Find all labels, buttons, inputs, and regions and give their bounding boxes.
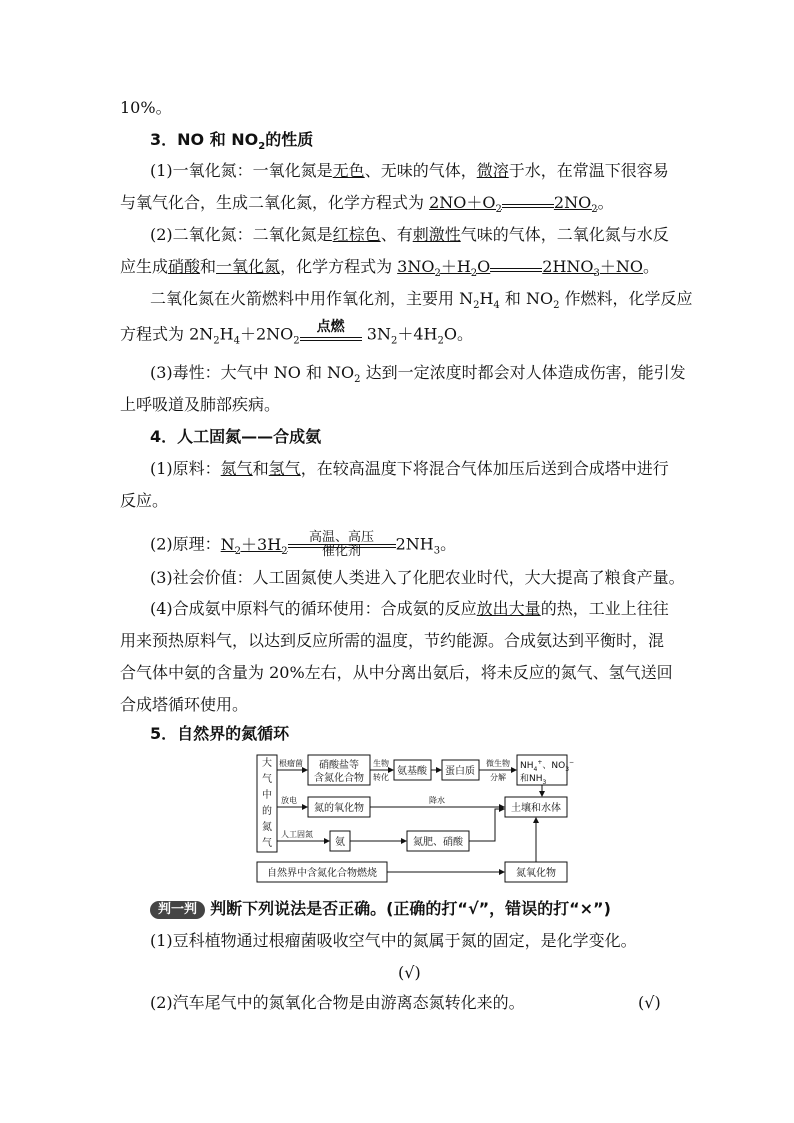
- svg-text:氮肥、硝酸: 氮肥、硝酸: [413, 837, 463, 848]
- paragraph-line: 反应。: [120, 491, 169, 510]
- paragraph-line: (2)原理：$N_2+3H_2$ 高温、高压 催化剂 $2NH_3$。: [150, 527, 456, 563]
- judge-badge: 判一判: [150, 901, 205, 919]
- paragraph-line: 合气体中氨的含量为 20%左右，从中分离出氨后，将未反应的氮气、氢气送回: [120, 663, 673, 682]
- text-line: 10%。: [120, 98, 172, 117]
- paragraph-line: 上呼吸道及肺部疾病。: [120, 395, 281, 414]
- paragraph-line: (3)毒性：大气中 NO 和 $NO_2$ 达到一定浓度时都会对人体造成伤害，能引发: [150, 363, 686, 386]
- nitrogen-cycle-diagram: [255, 752, 575, 886]
- reaction-condition: 点燃: [300, 320, 362, 350]
- svg-text:大: 大: [262, 758, 272, 769]
- reaction-condition: 高温、高压 催化剂: [288, 527, 396, 563]
- svg-text:中: 中: [262, 790, 272, 801]
- arrow: [469, 809, 504, 841]
- paragraph-line: 应生成硝酸和一氧化氮，化学方程式为 $3NO_2+H_2O$ $2HNO_3+NO$。: [120, 257, 660, 280]
- paragraph-line: 与氧气化合，生成二氧化氮，化学方程式为 $2NO+O_2$ $2NO_2$。: [120, 193, 614, 216]
- svg-text:降水: 降水: [429, 796, 445, 805]
- svg-text:氮的氧化物: 氮的氧化物: [314, 803, 364, 814]
- svg-text:氨: 氨: [335, 837, 345, 848]
- section-title: 3．NO 和 $NO_2$的性质: [150, 130, 314, 153]
- question-item: (2)汽车尾气中的氮氧化合物是由游离态氮转化来的。: [150, 993, 525, 1012]
- svg-text:氨基酸: 氨基酸: [397, 766, 427, 777]
- svg-text:和NH3: 和$NH_3$: [520, 774, 547, 786]
- svg-text:气: 气: [262, 838, 272, 849]
- question-answer: (√): [398, 963, 421, 982]
- svg-text:放电: 放电: [281, 796, 297, 805]
- svg-text:生物: 生物: [373, 759, 389, 768]
- paragraph-line: 合成塔循环使用。: [120, 695, 249, 714]
- svg-text:微生物: 微生物: [486, 759, 510, 768]
- equals-sign: [502, 196, 554, 208]
- paragraph-line: (4)合成氨中原料气的循环使用：合成氨的反应放出大量的热，工业上往往: [150, 599, 669, 618]
- svg-text:自然界中含氮化合物燃烧: 自然界中含氮化合物燃烧: [267, 868, 377, 879]
- svg-text:转化: 转化: [373, 773, 389, 782]
- question-answer: (√): [638, 993, 661, 1012]
- svg-text:NH4+、NO3−: $NH_4^+$、$NO_3^-$: [520, 759, 575, 773]
- paragraph-line: 方程式为 $2N_2H_4+2NO_2$ 点燃 $3N_2+4H_2O$。: [120, 320, 473, 350]
- section-title: 4．人工固氮——合成氨: [150, 427, 322, 446]
- svg-text:人工固氮: 人工固氮: [281, 830, 313, 839]
- section-title: 5．自然界的氮循环: [150, 724, 290, 743]
- svg-text:的: 的: [262, 806, 272, 817]
- svg-text:氮: 氮: [262, 822, 272, 833]
- svg-text:分解: 分解: [490, 773, 506, 782]
- svg-text:硝酸盐等: 硝酸盐等: [319, 760, 359, 771]
- svg-text:蛋白质: 蛋白质: [445, 766, 475, 777]
- judge-header: 判一判 判断下列说法是否正确。(正确的打“√”，错误的打“×”): [150, 898, 611, 920]
- paragraph-line: (3)社会价值：人工固氮使人类进入了化肥农业时代，大大提高了粮食产量。: [150, 568, 685, 587]
- paragraph-line: 二氧化氮在火箭燃料中用作氧化剂，主要用 $N_2H_4$ 和 $NO_2$ 作燃料，化学反应: [150, 289, 693, 312]
- paragraph-line: (1)原料：氮气和氢气，在较高温度下将混合气体加压后送到合成塔中进行: [150, 459, 669, 478]
- svg-text:含氮化合物: 含氮化合物: [314, 773, 364, 784]
- paragraph-line: (1)一氧化氮：一氧化氮是无色、无味的气体，微溶于水，在常温下很容易: [150, 161, 669, 180]
- svg-text:根瘤菌: 根瘤菌: [279, 759, 303, 768]
- svg-text:气: 气: [262, 774, 272, 785]
- svg-text:氮氧化物: 氮氧化物: [516, 868, 556, 879]
- svg-text:土壤和水体: 土壤和水体: [511, 803, 561, 814]
- equals-sign: [490, 260, 542, 272]
- question-item: (1)豆科植物通过根瘤菌吸收空气中的氮属于氮的固定，是化学变化。: [150, 931, 637, 950]
- paragraph-line: 用来预热原料气，以达到反应所需的温度，节约能源。合成氨达到平衡时，混: [120, 631, 665, 650]
- paragraph-line: (2)二氧化氮：二氧化氮是红棕色、有刺激性气味的气体，二氧化氮与水反: [150, 225, 669, 244]
